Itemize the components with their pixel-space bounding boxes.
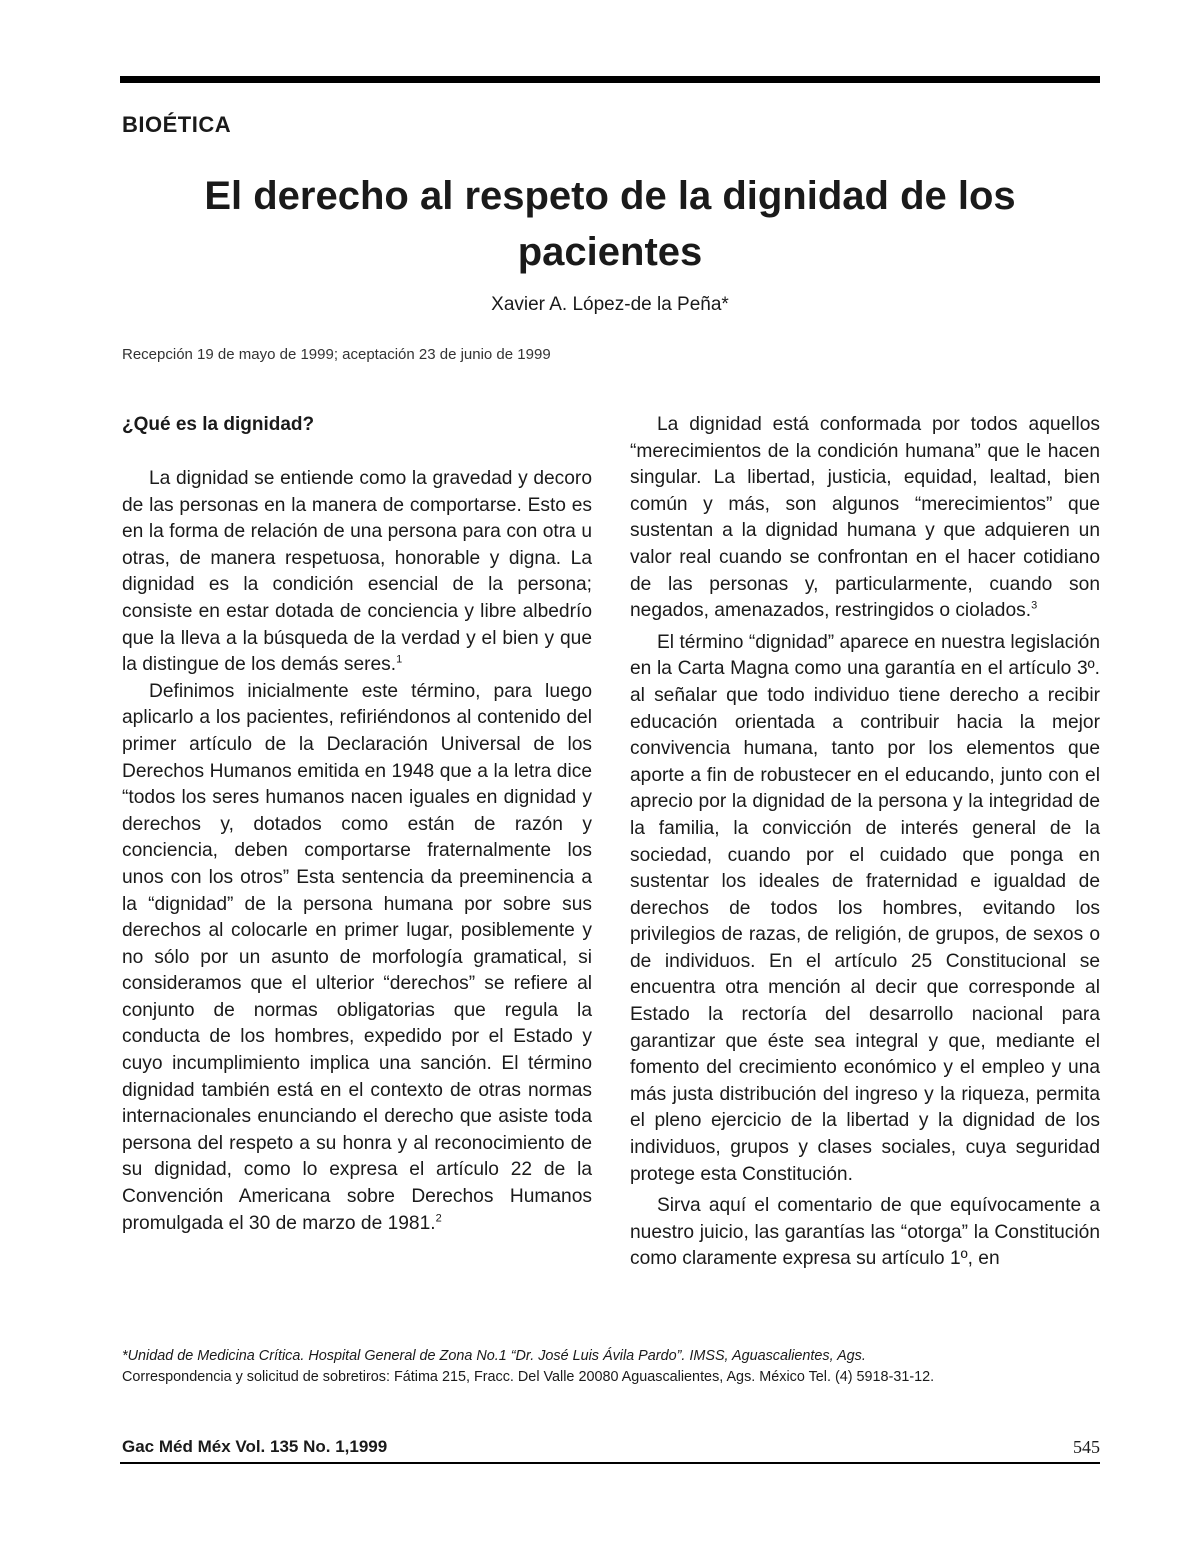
reference-marker[interactable]: 3 (1031, 599, 1038, 612)
paragraph (630, 412, 1100, 625)
page-number: 545 (1073, 1437, 1100, 1457)
footnote (122, 1346, 1102, 1388)
top-rule (120, 76, 1100, 83)
received-dates: Recepción 19 de mayo de 1999; aceptación 23 de junio de 1999 (122, 346, 551, 363)
bottom-rule (120, 1462, 1100, 1464)
paragraph (630, 630, 1100, 1188)
correspondence-note: Correspondencia y solicitud de sobretiros: Fátima 215, Fracc. Del Valle 20080 Aguascalientes, Ags. México Tel. (4) 5918-31-12. (122, 1369, 935, 1385)
paragraph (122, 466, 592, 679)
paragraph-text: Sirva aquí el comentario de que equívocamente a nuestro juicio, las garantías las “otorga” la Constitución como claramente expresa su artículo 1º, en (630, 1195, 1100, 1270)
paragraph-text: La dignidad está conformada por todos aquellos “merecimientos de la condición humana” que le hacen singular. La libertad, justicia, equidad, lealtad, bien común y más, son algunos “merecimientos” que sustentan a la dignidad humana y que adquieren un valor real cuando se confrontan en el hacer cotidiano de las personas y, particularmente, cuando son negados, amenazados, restringidos o ciolados. (630, 414, 1100, 622)
right-column (630, 412, 1100, 1273)
journal-citation: Gac Méd Méx Vol. 135 No. 1,1999 (122, 1437, 388, 1456)
reference-marker[interactable]: 1 (396, 653, 403, 666)
left-column (122, 412, 592, 1237)
paragraph (122, 679, 592, 1237)
section-heading: ¿Qué es la dignidad? (122, 414, 315, 435)
affiliation-note: *Unidad de Medicina Crítica. Hospital General de Zona No.1 “Dr. José Luis Ávila Pardo”. IMSS, Aguascalientes, Ags. (122, 1348, 866, 1364)
paragraph-text: El término “dignidad” aparece en nuestra legislación en la Carta Magna como una garantía en el artículo 3º. al señalar que todo individuo tiene derecho a recibir educación orientada a contribuir hacia la mejor convivencia humana, tanto por los elementos que aporte a fin de robustecer en el educando, junto con el aprecio por la dignidad de la persona y la integridad de la familia, la convicción de interés general de la sociedad, cuando por el cuidado que ponga en sustentar los ideales de fraternidad e igualdad de derechos de todos los hombres, evitando los privilegios de razas, de religión, de grupos, de sexos o de individuos. En el artículo 25 Constitucional se encuentra otra mención al decir que corresponde al Estado la rectoría del desarrollo nacional para garantizar que éste sea integral y que, mediante el fomento del crecimiento económico y el empleo y una más justa distribución del ingreso y la riqueza, permita el pleno ejercicio de la libertad y la dignidad de los individuos, grupos y clases sociales, cuya seguridad protege esta Constitución. (630, 631, 1100, 1185)
author-name: Xavier A. López-de la Peña* (491, 294, 729, 315)
article-title: El derecho al respeto de la dignidad de los pacientes (204, 174, 1016, 274)
section-label: BIOÉTICA (122, 112, 232, 137)
paragraph-text: La dignidad se entiende como la gravedad y decoro de las personas en la manera de comportarse. Esto es en la forma de relación de una persona para con otra u otras, de manera respetuosa, honorable y digna. La dignidad es la condición esencial de la persona; consiste en estar dotada de conciencia y libre albedrío que la lleva a la búsqueda de la verdad y el bien y que la distingue de los demás seres. (122, 468, 592, 676)
reference-marker[interactable]: 2 (435, 1212, 442, 1225)
paragraph-text: Definimos inicialmente este término, para luego aplicarlo a los pacientes, refiriéndonos al contenido del primer artículo de la Declaración Universal de los Derechos Humanos emitida en 1948 que a la letra dice “todos los seres humanos nacen iguales en dignidad y derechos y, dotados como están de razón y conciencia, deben comportarse fraternalmente los unos con los otros” Esta sentencia da preeminencia a la “dignidad” de la persona humana por sobre sus derechos al colocarle en primer lugar, posiblemente y no sólo por un asunto de morfología gramatical, si consideramos que el ulterior “derechos” se refiere al conjunto de normas obligatorias que regula la conducta de los hombres, expedido por el Estado y cuyo incumplimiento implica una sanción. El término dignidad también está en el contexto de otras normas internacionales enunciando el derecho que asiste toda persona del respeto a su honra y al reconocimiento de su dignidad, como lo expresa el artículo 22 de la Convención Americana sobre Derechos Humanos promulgada el 30 de marzo de 1981. (122, 680, 592, 1234)
paragraph (630, 1193, 1100, 1273)
